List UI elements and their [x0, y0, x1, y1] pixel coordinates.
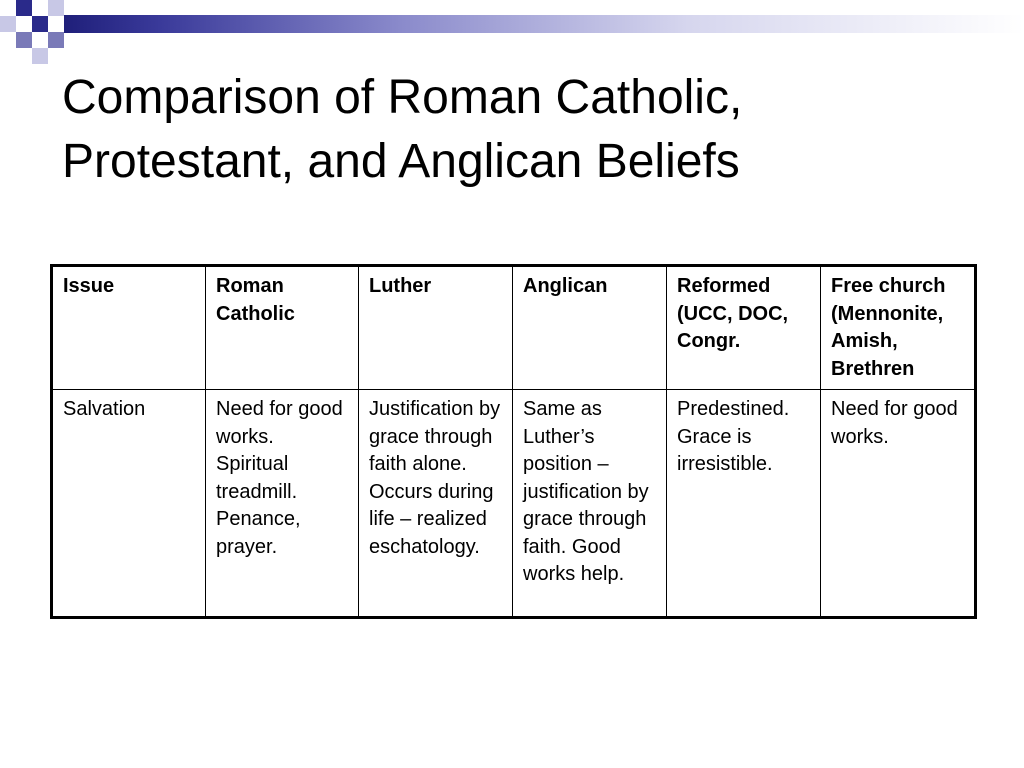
deco-square — [0, 0, 16, 16]
header-anglican: Anglican — [513, 266, 667, 390]
deco-square — [48, 0, 64, 16]
cell-roman-catholic: Need for good works. Spiritual treadmill. Penance, prayer. — [206, 390, 359, 618]
cell-reformed: Predestined. Grace is irresistible. — [667, 390, 821, 618]
table-row — [52, 390, 976, 618]
page-title — [62, 66, 1002, 194]
cell-luther: Justification by grace through faith alone. Occurs during life – realized eschatology. — [359, 390, 513, 618]
header-free-church: Free church (Mennonite, Amish, Brethren — [821, 266, 976, 390]
deco-square — [0, 16, 16, 32]
title-line-2: Protestant, and Anglican Beliefs — [62, 135, 740, 188]
cell-issue: Salvation — [52, 390, 206, 618]
deco-square — [32, 16, 48, 32]
header-luther: Luther — [359, 266, 513, 390]
header-gradient-bar — [64, 15, 1024, 33]
deco-square — [32, 48, 48, 64]
cell-anglican: Same as Luther’s position – justification by grace through faith. Good works help. — [513, 390, 667, 618]
header-reformed: Reformed (UCC, DOC, Congr. — [667, 266, 821, 390]
deco-square — [16, 32, 32, 48]
deco-square — [16, 0, 32, 16]
cell-free-church: Need for good works. — [821, 390, 976, 618]
deco-square — [48, 32, 64, 48]
title-line-1: Comparison of Roman Catholic, — [62, 71, 743, 124]
header-issue: Issue — [52, 266, 206, 390]
table-header-row — [52, 266, 976, 390]
beliefs-comparison-table — [50, 264, 977, 619]
header-roman-catholic: Roman Catholic — [206, 266, 359, 390]
